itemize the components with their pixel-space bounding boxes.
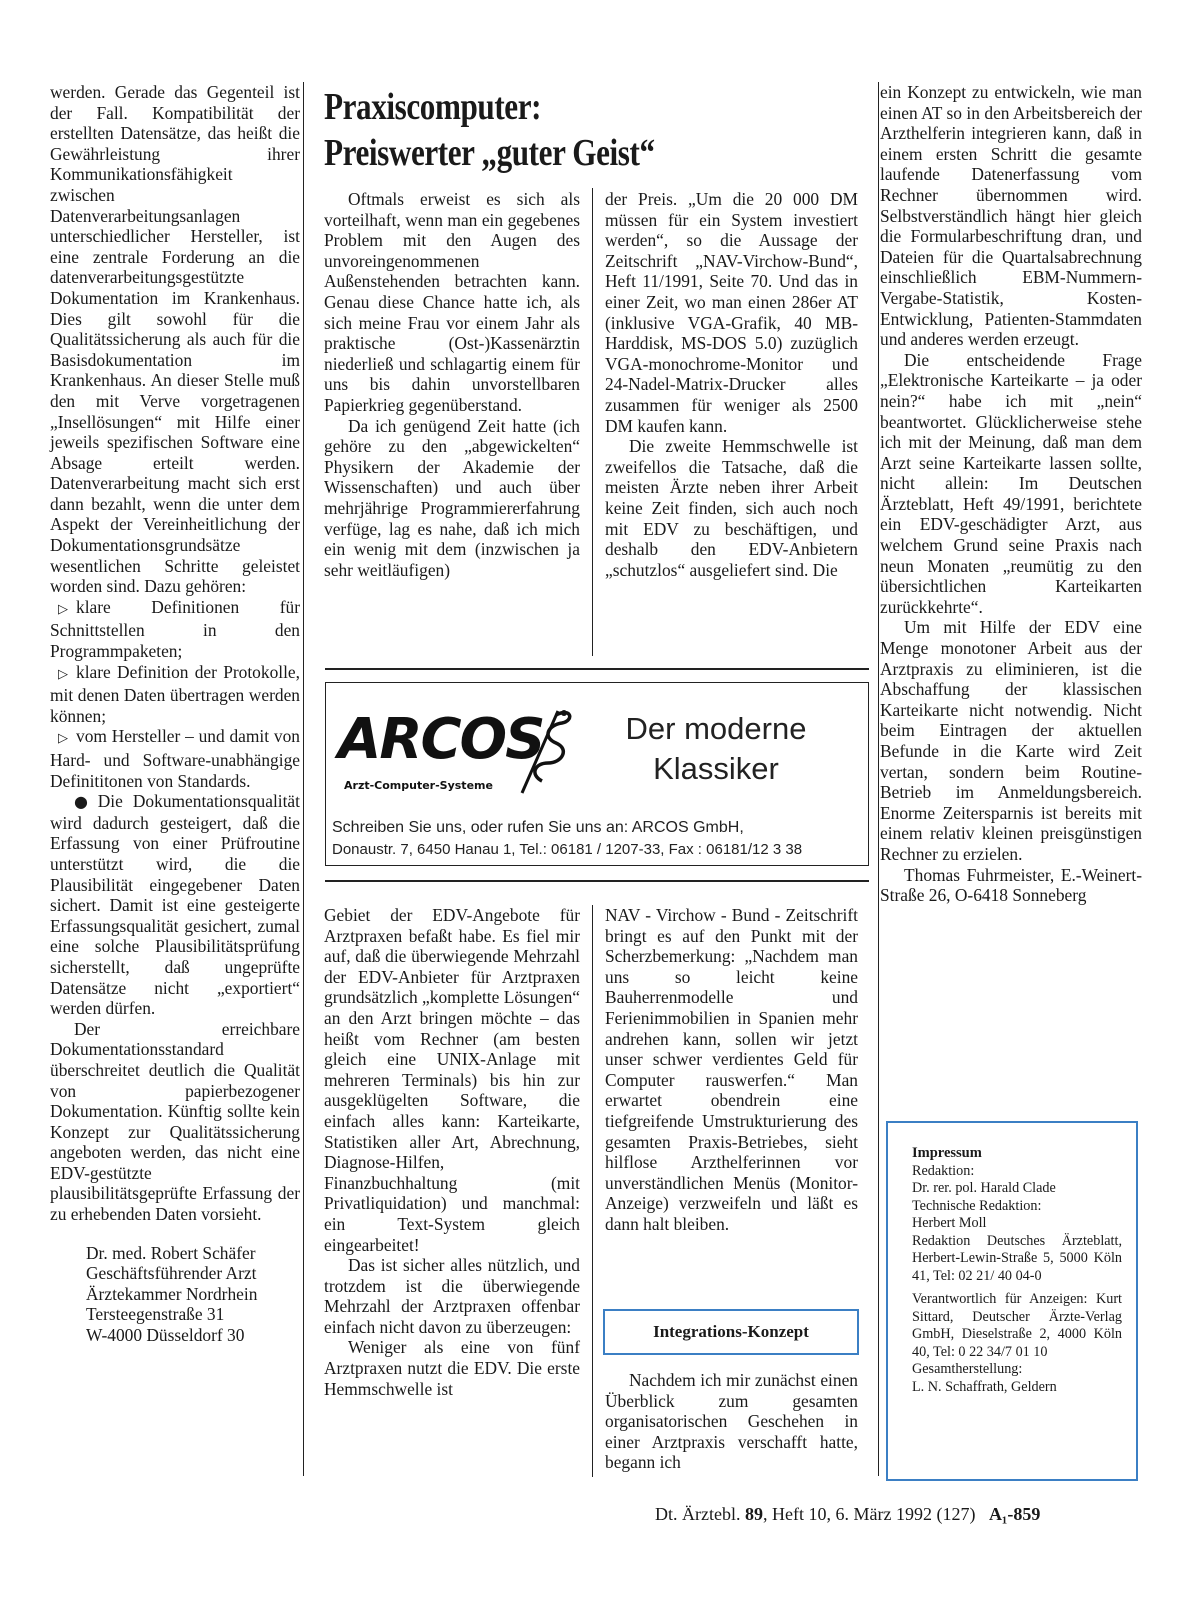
column-rule-2b: [592, 905, 593, 1477]
column-rule-3: [878, 82, 879, 1476]
logo-subtitle: Arzt-Computer-Systeme: [344, 779, 493, 792]
list-item: ▷ klare Definition der Protokolle, mit denen Daten übertragen werden können;: [50, 661, 300, 726]
page-footer: Dt. Ärztebl. 89, Heft 10, 6. März 1992 (127) A₁-859: [655, 1504, 1041, 1524]
page-number: A₁-859: [988, 1504, 1041, 1524]
column-4: [880, 82, 1142, 906]
paragraph: Oftmals erweist es sich als vorteilhaft, wenn man ein gegebenes Problem mit den Augen des unvoreingenommenen Außenstehenden betrachten kann. Genau diese Chance hatte ich, als sich meine Frau vor einem Jahr als praktische (Ost-)Kassenärztin niederließ und schlagartig einem für uns bis dahin unvorstellbaren Papierkrieg gegenüberstand.: [324, 189, 580, 415]
bullet-icon: ●: [74, 792, 94, 812]
ad-slogan: Der moderne Klassiker: [625, 711, 807, 786]
author-signature: Dr. med. Robert Schäfer Geschäftsführender Arzt Ärztekammer Nordrhein Tersteegenstraße 31 W-4000 Düsseldorf 30: [86, 1242, 258, 1346]
paragraph: Der erreichbare Dokumentationsstandard überschreitet deutlich die Qualität von papierbezogener Dokumentation. Künftig sollte kein Konzept zur Qualitätssicherung angeboten werden, das nicht eine EDV-gestützte plausibilitätsgeprüfte Erfassung der zu erhebenden Daten vorsieht.: [50, 1018, 300, 1225]
impressum-title: Impressum: [912, 1145, 982, 1161]
paragraph: NAV - Virchow - Bund - Zeitschrift bringt es auf den Punkt mit der Scherzbemerkung: „Nachdem man uns so leicht keine Bauherrenmodelle und Ferienimmobilien in Spanien mehr andrehen kann, sollen wir jetzt unser schwer verdientes Geld für Computer rauswerfen.“ Man erwartet obendrein eine tiefgreifende Umstrukturierung des gesamten Praxis-Betriebes, sieht hilflose Arzthelferinnen vor unverständlichen Menüs (Monitor-Anzeige) verzweifeln und läßt es dann halt bleiben.: [605, 905, 858, 1234]
paragraph: Nachdem ich mir zunächst einen Überblick zum gesamten organisatorischen Geschehen in einer Arztpraxis verschafft hatte, begann ich: [605, 1370, 858, 1473]
paragraph: Gebiet der EDV-Angebote für Arztpraxen befaßt habe. Es fiel mir auf, daß die überwiegende Mehrzahl der EDV-Anbieter für Arztpraxen grundsätzlich „komplette Lösungen“ an den Arzt bringen möchte – das heißt vom Rechner (am besten gleich eine UNIX-Anlage mit mehreren Terminals) bis hin zur ausgeklügelten Software, die einfach alles kann: Karteikarte, Statistiken aller Art, Abrechnung, Diagnose-Hilfen, Finanzbuchhaltung (mit Privatliquidation) und manchmal: ein Text-System gleich eingearbeitet!: [324, 905, 580, 1255]
triangle-right-icon: ▷: [58, 666, 68, 682]
list-item: ▷ klare Definitionen für Schnittstellen in den Programmpaketen;: [50, 596, 300, 662]
column-2-top: [324, 189, 580, 580]
paragraph: ● Die Dokumentationsqualität wird dadurch gesteigert, daß die Erfassung von einer Prüfroutine unterstützt wird, die die Plausibilität eingegebener Daten sichert. Damit ist eine gesteigerte Erfassungsqualität gesichert, zumal eine solche Plausibilitätsprüfung sicherstellt, daß ungeprüfte Datensätze nicht „exportiert“ werden dürfen.: [50, 791, 300, 1019]
ad-contact-line: Donaustr. 7, 6450 Hanau 1, Tel.: 06181 / 1207-33, Fax : 06181/12 3 38: [332, 841, 803, 858]
paragraph: ein Konzept zu entwickeln, wie man einen AT so in den Arbeitsbereich der Arzthelferin integrieren kann, daß in einem ersten Schritt die gesamte laufende Datenerfassung vom Rechner übernommen wird. Selbstverständlich hängt hier gleich die Formularbeschriftung dran, und Dateien für die Quartalsabrechnung einschließlich EBM-Nummern-Vergabe-Statistik, Kosten-Entwicklung, Patienten-Stammdaten und anderes werden erzeugt.: [880, 82, 1142, 350]
column-3-bottom: [605, 905, 858, 1235]
paragraph: der Preis. „Um die 20 000 DM müssen für ein System investiert werden“, so die Aussage der Zeitschrift „NAV-Virchow-Bund“, Heft 11/1991, Seite 70. Und das in einer Zeit, wo man einen 286er AT (inklusive VGA-Grafik, 40 MB-Harddisk, MS-DOS 5.0) zuzüglich VGA-monochrome-Monitor und 24-Nadel-Matrix-Drucker alles zusammen für weniger als 2500 DM kaufen kann.: [605, 189, 858, 436]
column-2-bottom: [324, 905, 580, 1399]
caduceus-icon: [512, 703, 576, 795]
arcos-logo: ARCOS: [338, 707, 544, 772]
paragraph: Da ich genügend Zeit hatte (ich gehöre zu den „abgewickelten“ Physikern der Akademie der Wissenschaften) und auch über mehrjährige Programmiererfahrung verfüge, lag es nahe, daß ich mich ein wenig mit dem (inzwischen ja sehr weitläufigen): [324, 415, 580, 580]
ad-bottom-rule: [325, 880, 869, 882]
list-item: ▷ vom Hersteller – und damit von Hard- und Software-unabhängige Definititonen von Standards.: [50, 726, 300, 791]
paragraph: Die entscheidende Frage „Elektronische Karteikarte – ja oder nein?“ habe ich mit „nein“ beantwortet. Glücklicherweise stehe ich mit der Meinung, daß man dem Arzt seine Karteikarte lassen sollte, nicht allein: Im Deutschen Ärzteblatt, Heft 49/1991, berichtete ein EDV-geschädigter Arzt, aus welchem Grund seine Praxis nach neun Monaten „reumütig zu den übersichtlichen Karteikarten zurückkehrte“.: [880, 349, 1142, 617]
author-signature: Thomas Fuhrmeister, E.-Weinert-Straße 26, O-6418 Sonneberg: [880, 864, 1142, 906]
section-subheading: Integrations-Konzept: [603, 1309, 859, 1355]
triangle-right-icon: ▷: [58, 601, 68, 617]
arcos-advertisement: [325, 682, 869, 866]
paragraph: Das ist sicher alles nützlich, und trotzdem ist die überwiegende Mehrzahl der Arztpraxen offenbar einfach nicht davon zu überzeugen:: [324, 1255, 580, 1337]
column-rule-1: [303, 82, 304, 1476]
article-headline: Praxiscomputer: Preiswerter „guter Geist“: [324, 86, 655, 174]
paragraph: Um mit Hilfe der EDV eine Menge monotoner Arbeit aus der Arztpraxis zu eliminieren, ist die Abschaffung der klassischen Karteikarte nicht notwendig. Nicht beim Eintragen der aktuellen Befunde in die Karte wird Zeit vertan, sondern beim Routine-Betrieb im Anmeldungsbereich. Enorme Zeitersparnis ist bereits mit einem relativ kleinen preisgünstigen Rechner zu erzielen.: [880, 617, 1142, 864]
paragraph: Die zweite Hemmschwelle ist zweifellos die Tatsache, daß die meisten Ärzte neben ihrer Arbeit keine Zeit finden, sich auch noch mit EDV zu beschäftigen, und deshalb den EDV-Anbietern „schutzlos“ ausgeliefert sind. Die: [605, 436, 858, 580]
column-3-bottom-cont: [605, 1370, 858, 1473]
column-3-top: [605, 189, 858, 580]
ad-contact-line: Schreiben Sie uns, oder rufen Sie uns an: ARCOS GmbH,: [332, 819, 744, 836]
paragraph: Weniger als eine von fünf Arztpraxen nutzt die EDV. Die erste Hemmschwelle ist: [324, 1337, 580, 1399]
ad-top-rule: [325, 668, 869, 670]
impressum-box: Impressum Redaktion: Dr. rer. pol. Harald Clade Technische Redaktion: Herbert Moll Redaktion Deutsches Ärzteblatt, Herbert-Lewin-Straße 5, 5000 Köln 41, Tel: 02 21/ 40 04-0 Verantwortlich für Anzeigen: Kurt Sittard, Deutscher Ärzte-Verlag GmbH, Dieselstraße 2, 4000 Köln 40, Tel: 0 22 34/7 01 10 Gesamtherstellung: L. N. Schaffrath, Geldern: [886, 1121, 1138, 1481]
triangle-right-icon: ▷: [58, 731, 68, 747]
paragraph: werden. Gerade das Gegenteil ist der Fall. Kompatibilität der erstellten Datensätze, das heißt die Gewährleistung ihrer Kommunikationsfähigkeit zwischen Datenverarbeitungsanlagen unterschiedlicher Hersteller, ist eine zentrale Forderung an die datenverarbeitungsgestützte Dokumentation im Krankenhaus. Dies gilt sowohl für die Qualitätssicherung als auch für die Basisdokumentation im Krankenhaus. An dieser Stelle muß den mit Verve vorgetragenen „Insellösungen“ mit Hilfe einer jeweils spezifischen Software eine Absage erteilt werden. Datenverarbeitung macht sich erst dann bezahlt, wenn die unter dem Aspekt der Vereinheitlichung der Dokumentationsgrundsätze wesentlichen Schritte geleistet worden sind. Dazu gehören:: [50, 82, 300, 597]
column-1: [50, 82, 300, 1346]
column-rule-2: [592, 188, 593, 656]
